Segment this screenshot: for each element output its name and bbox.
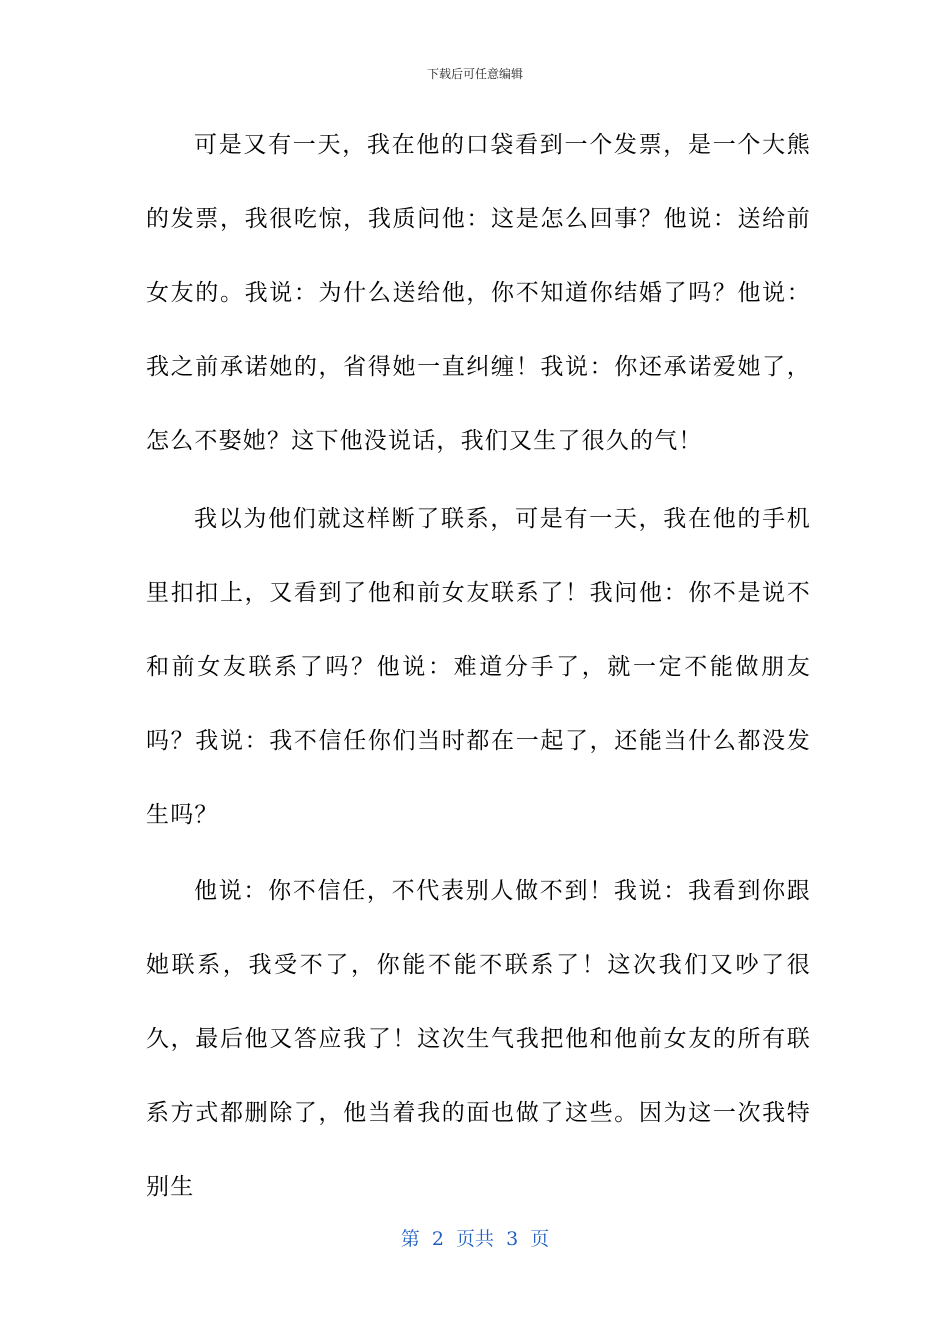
page-number-footer: 第 2 页共 3 页 [400,1228,550,1250]
body-paragraph-1: 可是又有一天，我在他的口袋看到一个发票，是一个大熊的发票，我很吃惊，我质问他：这是怎么回事？他说：送给前女友的。我说：为什么送给他，你不知道你结婚了吗？他说：我之前承诺她的，省得她一直纠缠！我说：你还承诺爱她了，怎么不娶她？这下他没说话，我们又生了很久的气！ [146,132,811,454]
body-paragraph-3: 他说：你不信任，不代表别人做不到！我说：我看到你跟她联系，我受不了，你能不能不联系了！这次我们又吵了很久，最后他又答应我了！这次生气我把他和他前女友的所有联系方式都删除了，他当着我的面也做了这些。因为这一次我特别生 [146,878,811,1200]
body-paragraph-2: 我以为他们就这样断了联系，可是有一天，我在他的手机里扣扣上，又看到了他和前女友联系了！我问他：你不是说不和前女友联系了吗？他说：难道分手了，就一定不能做朋友吗？我说：我不信任你们当时都在一起了，还能当什么都没发生吗？ [146,506,811,828]
page-header-note: 下载后可任意编辑 [426,67,523,81]
